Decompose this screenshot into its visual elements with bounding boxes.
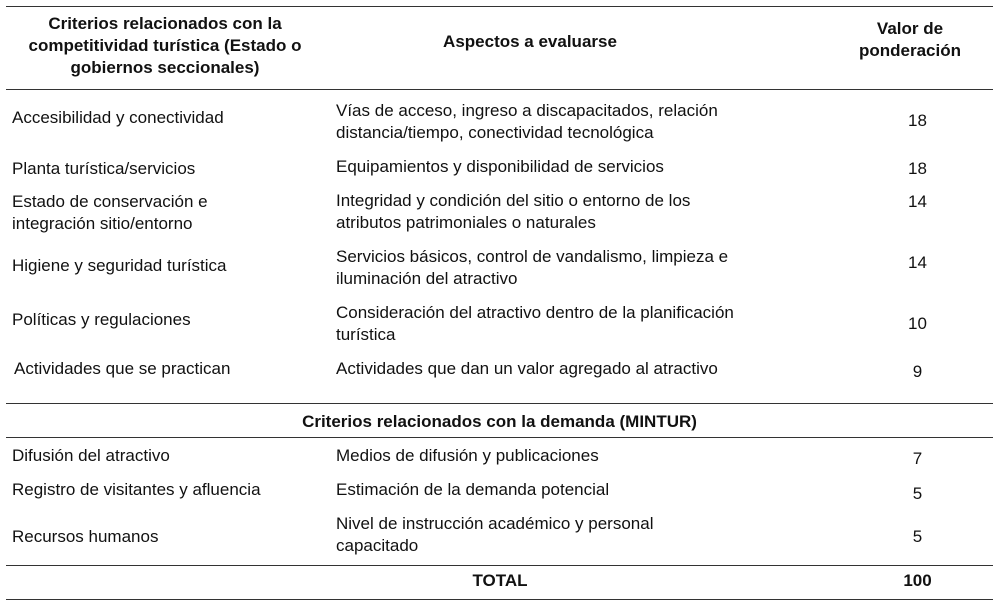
header-rule	[6, 89, 993, 90]
value-cell: 10	[908, 314, 927, 333]
aspect-cell: Estimación de la demanda potencial	[336, 480, 610, 499]
value-cell: 18	[908, 111, 927, 130]
value-cell: 7	[912, 449, 923, 468]
aspect-cell: Integridad y condición del sitio o entorno de los atributos patrimoniales o naturales	[336, 191, 691, 232]
aspect-cell: Nivel de instrucción académico y personal capacitado	[336, 514, 654, 555]
criterion-cell: Estado de conservación e integración sitio/entorno	[12, 192, 208, 233]
total-value: 100	[903, 571, 932, 590]
value-cell: 5	[912, 484, 923, 503]
total-label: TOTAL	[472, 571, 528, 590]
aspect-cell: Actividades que dan un valor agregado al atractivo	[336, 359, 718, 378]
value-cell: 5	[912, 527, 923, 546]
aspect-cell: Consideración del atractivo dentro de la planificación turística	[336, 303, 734, 344]
value-cell: 9	[912, 362, 923, 381]
header-col1: Criterios relacionados con la competitividad turística (Estado o gobiernos seccionales)	[28, 14, 302, 77]
criterion-cell: Registro de visitantes y afluencia	[12, 480, 261, 499]
section-rule	[6, 403, 993, 404]
aspect-cell: Equipamientos y disponibilidad de servicios	[336, 157, 664, 176]
total-top-rule	[6, 565, 993, 566]
section-title: Criterios relacionados con la demanda (MINTUR)	[302, 412, 697, 431]
criterion-cell: Difusión del atractivo	[12, 446, 170, 465]
header-col2: Aspectos a evaluarse	[443, 32, 617, 51]
criterion-cell: Planta turística/servicios	[12, 159, 196, 178]
bottom-rule	[6, 599, 993, 600]
aspect-cell: Medios de difusión y publicaciones	[336, 446, 599, 465]
aspect-cell: Vías de acceso, ingreso a discapacitados, relación distancia/tiempo, conectividad tecnológica	[336, 101, 718, 142]
criterion-cell: Higiene y seguridad turística	[12, 256, 227, 275]
aspect-cell: Servicios básicos, control de vandalismo, limpieza e iluminación del atractivo	[336, 247, 729, 288]
value-cell: 14	[908, 253, 927, 272]
value-cell: 14	[908, 192, 927, 211]
value-cell: 18	[908, 159, 927, 178]
demand-header-rule	[6, 437, 993, 438]
header-col3: Valor de ponderación	[858, 19, 961, 60]
top-rule	[6, 6, 993, 7]
criterion-cell: Políticas y regulaciones	[12, 310, 191, 329]
criterion-cell: Recursos humanos	[12, 527, 159, 546]
criterion-cell: Accesibilidad y conectividad	[12, 108, 224, 127]
criterion-cell: Actividades que se practican	[14, 359, 231, 378]
